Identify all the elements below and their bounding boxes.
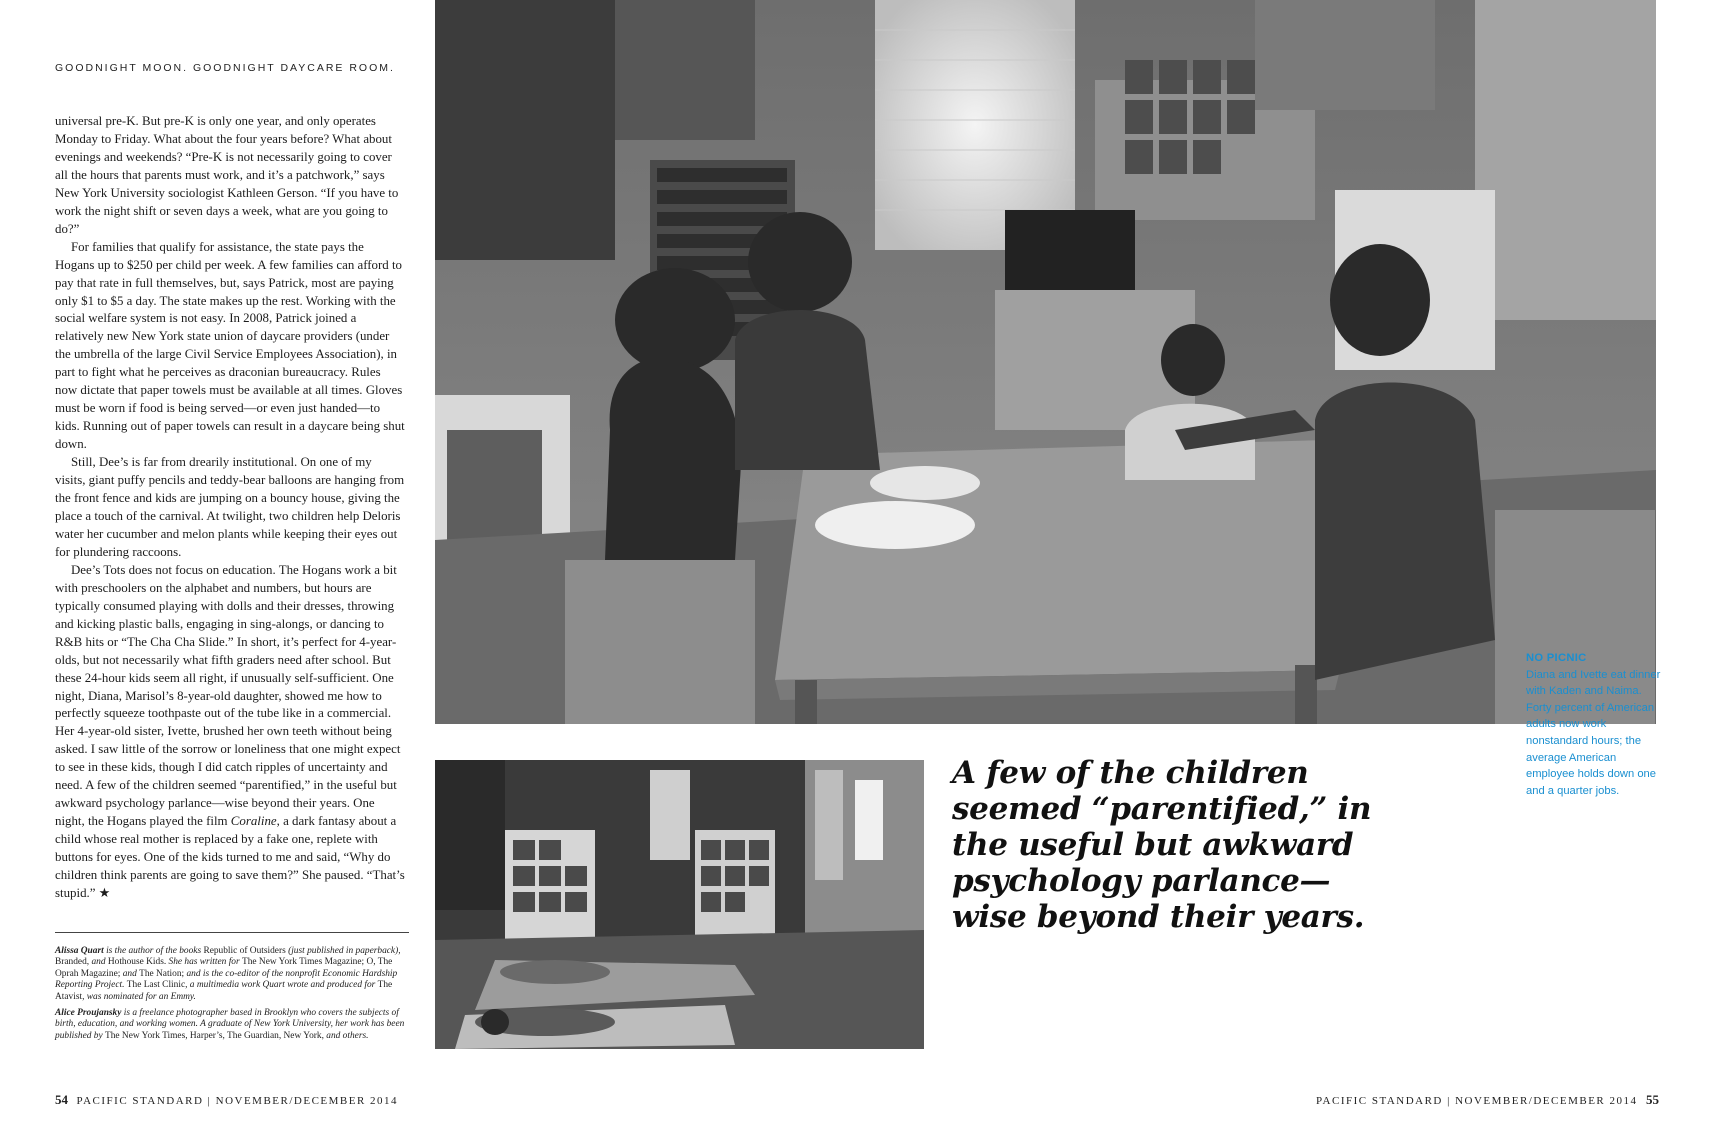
secondary-photo bbox=[435, 760, 924, 1049]
author-name: Alissa Quart bbox=[55, 946, 104, 956]
author-bio-text-7: a multimedia work Quart wrote and produced for bbox=[187, 980, 378, 991]
publication-3: The Last Clinic, bbox=[126, 980, 188, 991]
author-bio-text-4: She has written for bbox=[166, 957, 242, 968]
author-bio-text-8: was nominated for an Emmy. bbox=[84, 991, 196, 1002]
publication-1: The New York Times Magazine; O, The Oprah Magazine; bbox=[55, 957, 393, 979]
article-paragraph-1: universal pre-K. But pre-K is only one year, and only operates Monday to Friday. What about the four years before? What about evenings and weekends? “Pre-K is not necessarily going to cover all the hours that parents must work, and it’s a patchwork,” says New York University sociologist Kathleen Gerson. “If you have to work the night shift or seven days a week, what are you going to do?” bbox=[55, 114, 399, 236]
main-photo bbox=[435, 0, 1656, 724]
bio-divider bbox=[55, 932, 409, 933]
article-paragraph-4 bbox=[55, 562, 405, 903]
article-paragraph-2: For families that qualify for assistance, the state pays the Hogans up to $250 per child per week. A few families can afford to pay that rate in full themselves, but, says Patrick, most are paying only $1 to $5 a day. The state makes up the rest. Working with the social welfare system is not easy. In 2008, Patrick joined a relatively new New York state union of daycare providers (under the umbrella of the large Civil Service Employees Association), in part to fight what he perceives as draconian bureaucracy. Rules now dictate that paper towels must be available at all times. Gloves must be worn if food is being served—or even just handed—to kids. Running out of paper towels can result in a daycare being shut down. bbox=[55, 239, 405, 452]
author-bio-text-5: and bbox=[120, 968, 140, 979]
photographer-bio-text-1: is a freelance photographer based in Brooklyn who covers the subjects of birth, education, and working women. A graduate of New York University, her work has been published by bbox=[55, 1008, 405, 1041]
author-bio-text-1: is the author of the books bbox=[103, 946, 204, 956]
page-number-left: 54 bbox=[55, 1092, 68, 1107]
photographer-bio-text-2: and others. bbox=[323, 1030, 369, 1041]
caption-text: Diana and Ivette eat dinner with Kaden and Naima. Forty percent of American adults now work nonstandard hours; the average American employee holds down one and a quarter jobs. bbox=[1526, 668, 1661, 797]
main-photo-illustration bbox=[435, 0, 1656, 724]
footer-right-text: PACIFIC STANDARD | NOVEMBER/DECEMBER 2014 bbox=[1315, 1095, 1638, 1107]
article-paragraph-3: Still, Dee’s is far from drearily institutional. On one of my visits, giant puffy pencils and teddy-bear balloons are hanging from the front fence and kids are jumping on a bouncy house, giving the place a touch of the carnival. At twilight, two children help Deloris water her cucumber and melon plants while keeping their eyes out for plundering raccoons. bbox=[55, 455, 405, 559]
author-bio-text-2: (just published in paperback), bbox=[285, 946, 401, 956]
photographer-publications: The New York Times, Harper’s, The Guardian, New York, bbox=[105, 1030, 324, 1041]
page-number-right: 55 bbox=[1646, 1092, 1659, 1107]
publication-4: The Atavist, bbox=[55, 980, 393, 1002]
book-title-2: Branded, bbox=[55, 957, 90, 968]
footer-left-text: PACIFIC STANDARD | NOVEMBER/DECEMBER 2014 bbox=[76, 1095, 399, 1107]
photo-caption bbox=[1526, 650, 1666, 799]
publication-2: The Nation; bbox=[139, 968, 185, 979]
film-title: Coraline bbox=[230, 814, 277, 829]
paragraph-4-text-a: Dee’s Tots does not focus on education. The Hogans work a bit with preschoolers on the alphabet and numbers, but hours are typically consumed playing with dolls and their dresses, throwing and kicking plastic balls, engaging in sing-alongs, or dancing to R&B hits or “The Cha Cha Slide.” In short, it’s perfect for 4-year-olds, but not necessarily what fifth graders need after school. But these 24-hour kids seem all right, if unusually self-sufficient. One night, Diana, Marisol’s 8-year-old daughter, showed me how to perfectly squeeze toothpaste out of the tube like in a commercial. Her 4-year-old sister, Ivette, brushed her own teeth without being asked. I saw little of the sorrow or loneliness that one might expect to see in these kids, though I did catch ripples of uncertainty and need. A few of the children seemed “parentified,” in the useful but awkward psychology parlance—wise beyond their years. One night, the Hogans played the film bbox=[55, 562, 401, 829]
author-bio bbox=[55, 946, 409, 1003]
book-title-3: Hothouse Kids. bbox=[107, 957, 167, 968]
book-title-1: Republic of Outsiders bbox=[203, 946, 286, 956]
pull-quote: A few of the children seemed “parentified,” in the useful but awkward psychology parlance— wise beyond their years. bbox=[952, 755, 1372, 935]
photographer-name: Alice Proujansky bbox=[55, 1008, 122, 1018]
article-body bbox=[55, 113, 405, 903]
photographer-bio bbox=[55, 1008, 409, 1042]
author-bio-text-3: and bbox=[89, 957, 108, 968]
footer-right bbox=[1316, 1092, 1659, 1108]
paragraph-4-text-b: , a dark fantasy about a child whose real mother is replaced by a fake one, replete with buttons for eyes. One of the kids turned to me and said, “Why do children think parents are going to save them?” She paused. “That’s stupid.” ★ bbox=[55, 814, 405, 900]
author-bio-text-6: and is the co-editor of the nonprofit Economic Hardship Reporting Project. bbox=[55, 968, 398, 991]
caption-title: NO PICNIC bbox=[1526, 652, 1587, 664]
secondary-photo-illustration bbox=[435, 760, 924, 1049]
footer-left bbox=[55, 1092, 398, 1108]
section-kicker: GOODNIGHT MOON. GOODNIGHT DAYCARE ROOM. bbox=[55, 62, 395, 74]
